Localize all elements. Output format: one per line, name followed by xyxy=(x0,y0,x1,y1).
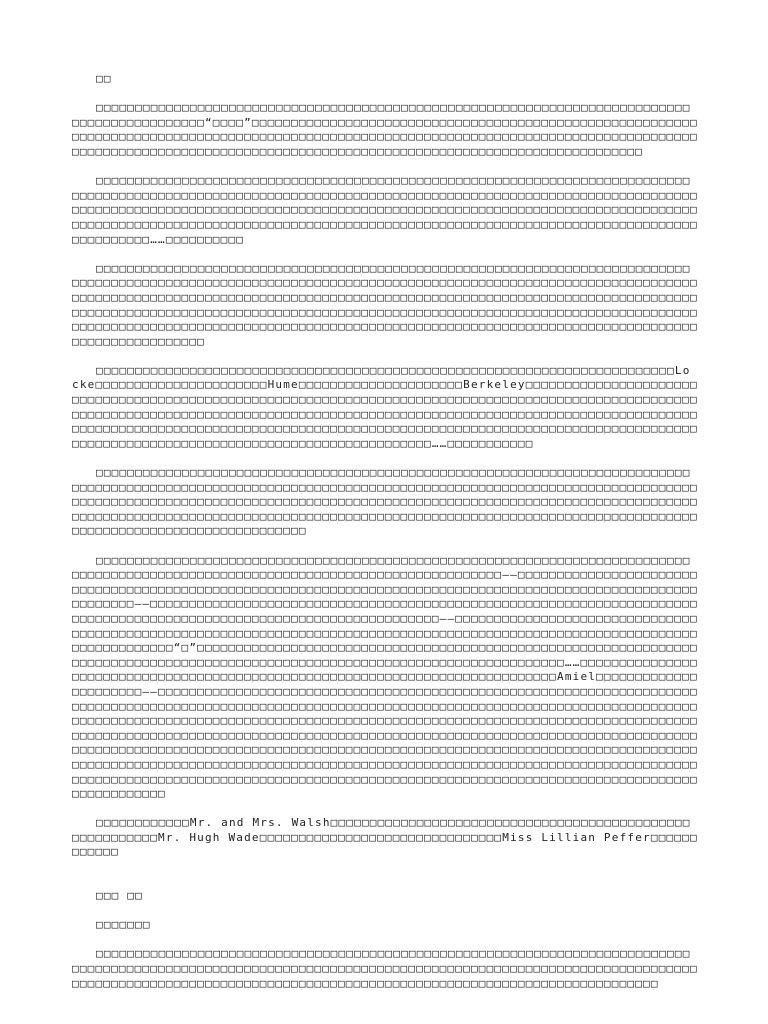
section-paragraph: □□□□□□□□□□□□□□□□□□□□□□□□□□□□□□□□□□□□□□□□□□□□□□□□□□□□□□□□□□□□□□□□□□□□□□□□□□□□□□□□□□□□□□□□□□□□□□□□□□□□□□□□□□□□□□□□□□□□□□□□□□□□□□□□□□□□□□□□□□□□□□□□□□□□□□□□□□□□□□□□□□□□□□□□□□□□□□□□□□□□□□□□□□□□□□□□□□□□□□□□□□□□□□□□□□□□□□□□□□□□□□□□□□□□□□□ xyxy=(72,947,698,990)
paragraph-5: □□□□□□□□□□□□□□□□□□□□□□□□□□□□□□□□□□□□□□□□□□□□□□□□□□□□□□□□□□□□□□□□□□□□□□□□□□□□□□□□□□□□□□□□□□□□□□□□□□□□□□□□□□□□□□□□□□□□□□□□□□□□□□□□□□□□□□□□□□□□□□□□□□□□□□□□□□□□□□□□□□□□□□□□□□□□□□□□□□□□□□□□□□□□□□□□□□□□□□□□□□□□□□□□□□□□□□□□□□□□□□□□□□□□□□□□□□□□□□□□□□□□□□□□□□□□□□□□□□□□□□□□□□□□□□□□□□□□□□□□□□□□□□□□□□□□□□□□□□□□□□□□□□□□□□□□□□□□□□□□□□□□□□□□□□□□□□□□□□□□□□□□□□ xyxy=(72,466,698,538)
paragraph-2: □□□□□□□□□□□□□□□□□□□□□□□□□□□□□□□□□□□□□□□□□□□□□□□□□□□□□□□□□□□□□□□□□□□□□□□□□□□□□□□□□□□□□□□□□□□□□□□□□□□□□□□□□□□□□□□□□□□□□□□□□□□□□□□□□□□□□□□□□□□□□□□□□□□□□□□□□□□□□□□□□□□□□□□□□□□□□□□□□□□□□□□□□□□□□□□□□□□□□□□□□□□□□□□□□□□□□□□□□□□□□□□□□□□□□□□□□□□□□□□□□□□□□□□□□□□□□□□□□□□□□□□□□□□□□□□□□□□□□□□□□□□□□□□□□□□□□□□□□□□□□□□□□□□□□□□□□□□□□□□□□□□□□□……□□□□□□□□□□ xyxy=(72,174,698,246)
section-heading: □□□ □□ xyxy=(96,889,143,903)
paragraph-3: □□□□□□□□□□□□□□□□□□□□□□□□□□□□□□□□□□□□□□□□□□□□□□□□□□□□□□□□□□□□□□□□□□□□□□□□□□□□□□□□□□□□□□□□□□□□□□□□□□□□□□□□□□□□□□□□□□□□□□□□□□□□□□□□□□□□□□□□□□□□□□□□□□□□□□□□□□□□□□□□□□□□□□□□□□□□□□□□□□□□□□□□□□□□□□□□□□□□□□□□□□□□□□□□□□□□□□□□□□□□□□□□□□□□□□□□□□□□□□□□□□□□□□□□□□□□□□□□□□□□□□□□□□□□□□□□□□□□□□□□□□□□□□□□□□□□□□□□□□□□□□□□□□□□□□□□□□□□□□□□□□□□□□□□□□□□□□□□□□□□□□□□□□□□□□□□□□□□□□□□□□□□□□□□□□□□□□□□□□□□□□□□□□□□□□□□□□□□□□□□□□□□□□□□□□□□□ xyxy=(72,261,698,348)
paragraph-6: □□□□□□□□□□□□□□□□□□□□□□□□□□□□□□□□□□□□□□□□□□□□□□□□□□□□□□□□□□□□□□□□□□□□□□□□□□□□□□□□□□□□□□□□□□□□□□□□□□□□□□□□□□□□□□□□□□□□□□□□□□□□□□□□□□□——□□□□□□□□□□□□□□□□□□□□□□□□□□□□□□□□□□□□□□□□□□□□□□□□□□□□□□□□□□□□□□□□□□□□□□□□□□□□□□□□□□□□□□□□□□□□□□□□□□□□□□□□□□□□□□□——□□□□□□□□□□□□□□□□□□□□□□□□□□□□□□□□□□□□□□□□□□□□□□□□□□□□□□□□□□□□□□□□□□□□□□□□□□□□□□□□□□□□□□□□□□□□□□□□□□□□□□□□□□□□□□□□□□□□□——□□□□□□□□□□□□□□□□□□□□□□□□□□□□□□□□□□□□□□□□□□□□□□□□□□□□□□□□□□□□□□□□□□□□□□□□□□□□□□□□□□□□□□□□□□□□□□□□□□□□□□□□□□□□□□□□□□□□□□□□□□□□“□”□□□□□□□□□□□□□□□□□□□□□□□□□□□□□□□□□□□□□□□□□□□□□□□□□□□□□□□□□□□□□□□□□□□□□□□□□□□□□□□□□□□□□□□□□□□□□□□□□□□□□□□□□□□□□□□□□□□□□□□□□□□□□□□……□□□□□□□□□□□□□□□□□□□□□□□□□□□□□□□□□□□□□□□□□□□□□□□□□□□□□□□□□□□□□□□□□□□□□□□□□□□□□Amiel□□□□□□□□□□□□□□□□□□□□□□——□□□□□□□□□□□□□□□□□□□□□□□□□□□□□□□□□□□□□□□□□□□□□□□□□□□□□□□□□□□□□□□□□□□□□□□□□□□□□□□□□□□□□□□□□□□□□□□□□□□□□□□□□□□□□□□□□□□□□□□□□□□□□□□□□□□□□□□□□□□□□□□□□□□□□□□□□□□□□□□□□□□□□□□□□□□□□□□□□□□□□□□□□□□□□□□□□□□□□□□□□□□□□□□□□□□□□□□□□□□□□□□□□□□□□□□□□□□□□□□□□□□□□□□□□□□□□□□□□□□□□□□□□□□□□□□□□□□□□□□□□□□□□□□□□□□□□□□□□□□□□□□□□□□□□□□□□□□□□□□□□□□□□□□□□□□□□□□□□□□□□□□□□□□□□□□□□□□□□□□□□□□□□□□□□□□□□□□□□□□□□□□□□□□□□□□□□□□□□□□□□□□□□□□□□□□□□□□□□□□□□□□□□□□□□□□□□□□□□□□□□□□□□□□□□□□□□□□□□□□□□□□□□□□□□□□□□□□□□□□□□□□□□□□□□□□□□□□□□□□□□□□□□□□□□□□□□□□□□□□□□□□□□□□□□□□□□□□□□□□□□□□□□□□□□□□□□□□□□□□□□ xyxy=(72,553,698,801)
paragraph-acknowledgements: □□□□□□□□□□□□Mr. and Mrs. Walsh□□□□□□□□□□□□□□□□□□□□□□□□□□□□□□□□□□□□□□□□□□□□□□□□□□□□□□□□□Mr. Hugh Wade□□□□□□□□□□□□□□□□□□□□□□□□□□□□□□□Miss Lillian Peffer□□□□□□□□□□□□ xyxy=(72,816,698,859)
section-subheading: □□□□□□□ xyxy=(96,918,151,932)
preface-heading: □□ xyxy=(96,72,112,85)
paragraph-4: □□□□□□□□□□□□□□□□□□□□□□□□□□□□□□□□□□□□□□□□□□□□□□□□□□□□□□□□□□□□□□□□□□□□□□□□□□Locke□□□□□□□□□□□□□□□□□□□□□□Hume□□□□□□□□□□□□□□□□□□□□□Berkeley□□□□□□□□□□□□□□□□□□□□□□□□□□□□□□□□□□□□□□□□□□□□□□□□□□□□□□□□□□□□□□□□□□□□□□□□□□□□□□□□□□□□□□□□□□□□□□□□□□□□□□□□□□□□□□□□□□□□□□□□□□□□□□□□□□□□□□□□□□□□□□□□□□□□□□□□□□□□□□□□□□□□□□□□□□□□□□□□□□□□□□□□□□□□□□□□□□□□□□□□□□□□□□□□□□□□□□□□□□□□□□□□□□□□□□□□□□□□□□□□□□□□□□□□□□□□□□□□□□□□□□□□□□□□□□□□□□□□□□□□□□□□□□□□□□□□□□□□□□□□□□□□□□□□……□□□□□□□□□□□ xyxy=(72,363,698,450)
document-page xyxy=(72,72,698,991)
paragraph-1: □□□□□□□□□□□□□□□□□□□□□□□□□□□□□□□□□□□□□□□□□□□□□□□□□□□□□□□□□□□□□□□□□□□□□□□□□□□□□□□□□□□□□□□□□□□□□“□□□□”□□□□□□□□□□□□□□□□□□□□□□□□□□□□□□□□□□□□□□□□□□□□□□□□□□□□□□□□□□□□□□□□□□□□□□□□□□□□□□□□□□□□□□□□□□□□□□□□□□□□□□□□□□□□□□□□□□□□□□□□□□□□□□□□□□□□□□□□□□□□□□□□□□□□□□□□□□□□□□□□□□□□□□□□□□□□□□□□□□□□□□□□□□□□□□□□□□□□□□□□□□□□□□□□□□ xyxy=(72,101,698,158)
